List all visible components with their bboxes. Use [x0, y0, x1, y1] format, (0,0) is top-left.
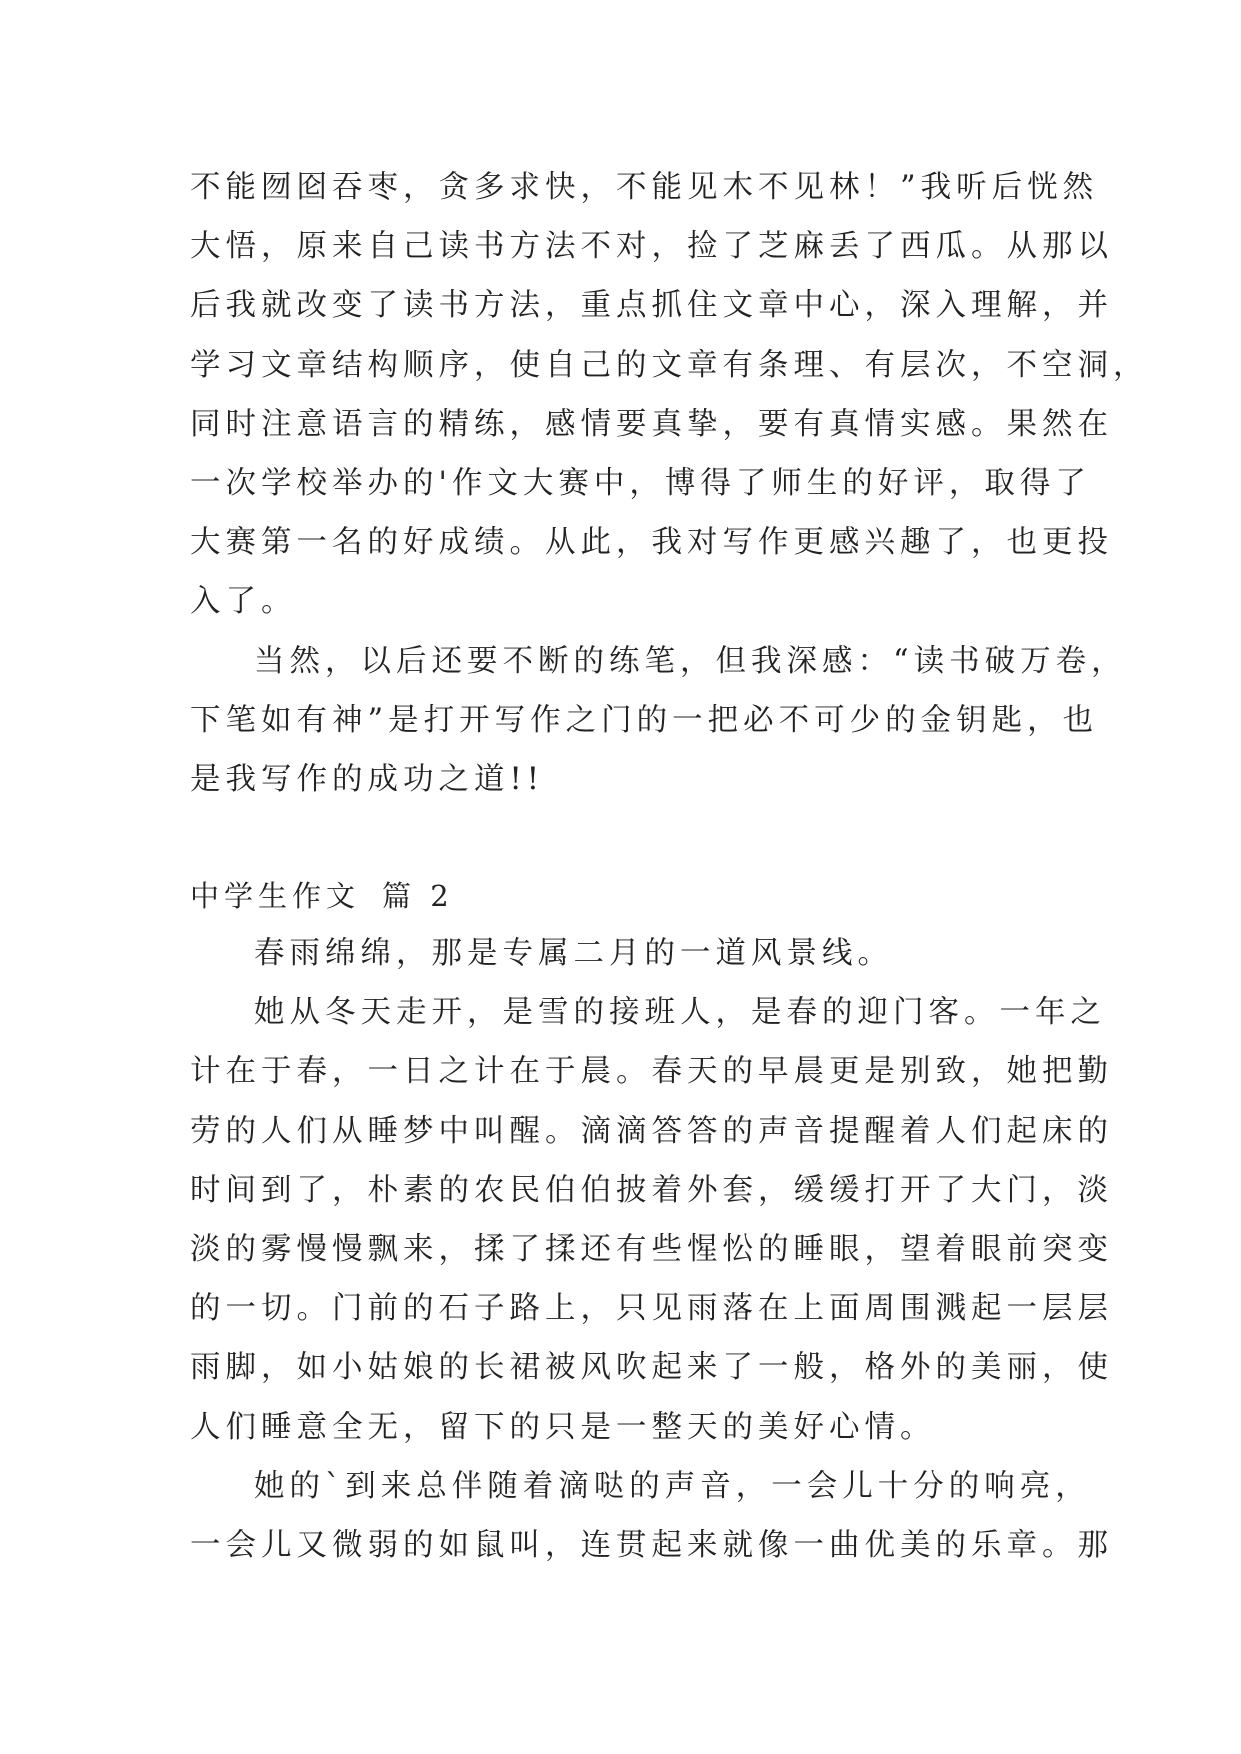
text-line: 大赛第一名的好成绩。从此，我对写作更感兴趣了，也更投	[190, 525, 1113, 561]
section-heading-number: 篇 2	[382, 879, 454, 914]
section-heading	[190, 868, 1050, 924]
document-body	[190, 158, 1149, 1575]
paragraph-1	[190, 158, 1149, 632]
text-line: 她的`到来总伴随着滴哒的声音，一会儿十分的响亮，	[254, 1468, 1091, 1504]
text-line: 大悟，原来自己读书方法不对，捡了芝麻丢了西瓜。从那以	[190, 229, 1113, 265]
text-line: 一次学校举办的'作文大赛中，博得了师生的好评，取得了	[190, 465, 1091, 501]
text-line: 一会儿又微弱的如鼠叫，连贯起来就像一曲优美的乐章。那	[190, 1527, 1113, 1563]
text-line: 学习文章结构顺序，使自己的文章有条理、有层次，不空洞，	[190, 347, 1149, 383]
text-line: 春雨绵绵，那是专属二月的一道风景线。	[254, 936, 893, 972]
paragraph-2	[190, 632, 1127, 810]
text-line: 是我写作的成功之道!!	[190, 761, 545, 797]
text-line: 人们睡意全无，留下的只是一整天的美好心情。	[190, 1409, 936, 1445]
text-line: 她从冬天走开，是雪的接班人，是春的迎门客。一年之	[254, 995, 1106, 1031]
text-line: 不能囫囵吞枣，贪多求快，不能见木不见林！”我听后恍然	[190, 170, 1099, 205]
text-line: 同时注意语言的精练，感情要真挚，要有真情实感。果然在	[190, 406, 1113, 442]
section-heading-title: 中学生作文	[190, 879, 361, 914]
text-line: 计在于春，一日之计在于晨。春天的早晨更是别致，她把勤	[190, 1054, 1113, 1090]
text-line: 下笔如有神”是打开写作之门的一把必不可少的金钥匙，也	[190, 702, 1099, 738]
text-line: 时间到了，朴素的农民伯伯披着外套，缓缓打开了大门，淡	[190, 1172, 1113, 1208]
text-line: 当然，以后还要不断的练笔，但我深感：“读书破万卷，	[254, 643, 1127, 679]
text-line: 的一切。门前的石子路上，只见雨落在上面周围溅起一层层	[190, 1291, 1113, 1327]
text-line: 劳的人们从睡梦中叫醒。滴滴答答的声音提醒着人们起床的	[190, 1113, 1113, 1149]
paragraph-5	[190, 1457, 1113, 1575]
paragraph-4	[190, 983, 1113, 1457]
text-line: 入了。	[190, 584, 297, 620]
section-spacer	[190, 809, 1050, 868]
text-line: 雨脚，如小姑娘的长裙被风吹起来了一般，格外的美丽，使	[190, 1350, 1113, 1386]
text-line: 后我就改变了读书方法，重点抓住文章中心，深入理解，并	[190, 288, 1113, 324]
paragraph-3	[190, 924, 1050, 983]
text-line: 淡的雾慢慢飘来，揉了揉还有些惺忪的睡眼，望着眼前突变	[190, 1232, 1113, 1267]
